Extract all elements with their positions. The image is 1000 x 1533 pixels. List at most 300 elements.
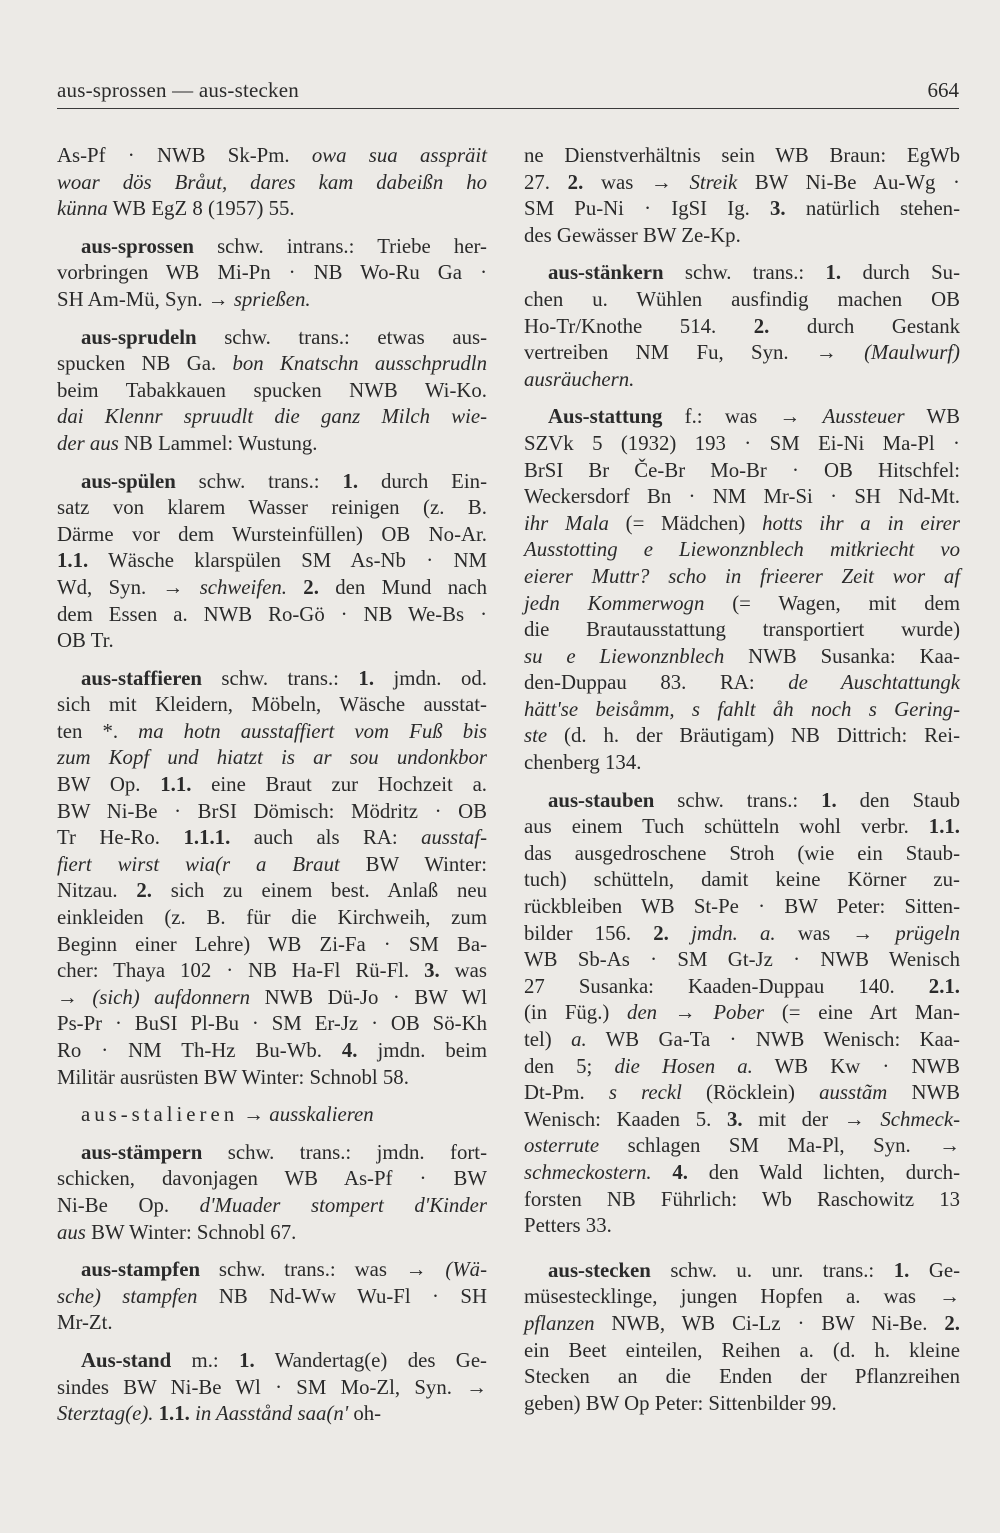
text-segment: chen u. Wühlen ausfindig machen OB [524,287,960,311]
text-segment: was → [775,921,896,945]
text-segment: (= Mädchen) [608,511,763,535]
text-line [57,1140,487,1167]
text-segment: spucken NB Ga. [57,352,233,376]
text-segment: schw. intrans.: Triebe her- [193,234,487,258]
text-segment: beim Tabakkauen spucken NWB Wi-Ko. [57,378,487,402]
text-line [57,1220,487,1247]
text-segment: ein Beet einteilen, Reihen a. (d. h. kleine [524,1338,960,1362]
text-segment: schlagen SM Ma-Pl, Syn. → [599,1134,960,1158]
text-segment: zum Kopf und hiatzt is ar sou undonkbor [57,746,487,770]
dictionary-entry [524,1258,960,1418]
text-segment: was → [583,170,690,194]
text-line [57,522,487,549]
text-segment: 2. [136,879,153,903]
text-segment: 4. [341,1039,358,1062]
left-column [57,143,487,1439]
text-line [57,985,487,1012]
text-segment: Ho-Tr/Knothe 514. [524,314,754,338]
headword: Aus-stattung [548,405,663,429]
text-line [57,628,487,655]
text-segment: (Maulwurf) [864,341,960,365]
text-segment: sindes BW Ni-Be Wl · SM Mo-Zl, Syn. → [57,1375,487,1399]
text-line [57,1102,487,1129]
text-segment: das ausgedroschene Stroh (wie ein Staub- [524,841,960,865]
text-segment: (d. h. der Bräutigam) NB Dittrich: Rei- [547,724,960,748]
text-segment: fiert wirst wia(r a Braut [57,852,340,876]
text-segment: mit der → [742,1107,881,1131]
text-segment: hotts ihr a in eirer [762,511,961,535]
dictionary-entry [57,1102,487,1129]
text-segment: Wandertag(e) des Ge- [254,1348,487,1372]
text-segment: hätt'se beisåmm, s fahlt åh noch s Gering- [524,697,960,721]
text-segment: OB Tr. [57,629,114,653]
text-segment: der aus [57,431,119,455]
text-line [57,1038,487,1065]
text-segment: tel) [524,1028,572,1051]
text-segment: sich zu einem best. Anlaß neu [152,879,487,903]
text-segment: a. [571,1028,587,1051]
text-line [524,1080,960,1107]
text-segment: Weckersdorf Bn · NM Mr-Si · SH Nd-Mt. [524,485,960,509]
text-segment: des Gewässer BW Ze-Kp. [524,223,741,247]
page-header [57,74,959,109]
headword: aus-sprossen [81,234,194,258]
text-line [524,750,960,777]
dictionary-entry [57,143,487,223]
text-segment: den-Duppau 83. RA: [524,671,789,695]
text-line [57,745,487,772]
text-segment: oh- [348,1402,382,1426]
text-segment: ausskalieren [269,1103,374,1127]
text-segment: ten *. [57,719,139,743]
text-line [524,1258,960,1285]
text-line [57,1166,487,1193]
text-segment: aus-stalieren [81,1103,239,1127]
text-segment: 1. [893,1258,910,1282]
text-segment: einkleiden (z. B. für die Kirchweih, zum [57,906,487,930]
text-line [524,1107,960,1134]
headword: aus-spülen [81,469,176,493]
text-segment: die Brautausstattung transportiert wurde) [524,618,960,642]
text-line [57,1011,487,1038]
text-segment: schw. trans.: was → [200,1258,446,1282]
text-segment: durch Gestank [769,314,960,338]
text-segment: s reckl [608,1081,682,1105]
headword: aus-staffieren [81,666,202,690]
text-segment: f.: was → [662,405,823,429]
text-segment: schweifen. [199,575,287,599]
text-segment: vorbringen WB Mi-Pn · NB Wo-Ru Ga · [57,261,487,285]
text-segment: was [439,959,487,983]
text-line [524,670,960,697]
text-line [524,1160,960,1187]
text-line [57,469,487,496]
text-segment: BrSI Br Če-Br Mo-Br · OB Hitschfel: [524,458,960,482]
text-segment: BW Winter: Schnobl 67. [85,1220,297,1244]
text-line [57,575,487,602]
text-segment: SZVk 5 (1932) 193 · SM Ei-Ni Ma-Pl · [524,431,960,455]
text-line [57,852,487,879]
text-segment: BW Winter: [339,852,487,876]
text-segment: → [57,985,93,1009]
text-segment: Nitzau. [57,879,137,903]
text-segment: woar dös Bråut, dares kam dabeißn ho [57,170,487,194]
dictionary-entry [524,143,960,249]
text-line [524,511,960,538]
text-segment: dem Essen a. NWB Ro-Gö · NB We-Bs · [57,602,487,626]
text-line [524,894,960,921]
text-line [524,367,960,394]
text-segment: Sterztag(e). [57,1402,154,1426]
text-line [524,1187,960,1214]
text-segment: 1. [358,666,375,690]
text-line [524,537,960,564]
dictionary-entry [57,234,487,314]
text-segment: Ge- [909,1258,960,1282]
text-line [57,905,487,932]
text-segment: chenberg 134. [524,751,642,775]
text-segment: SM Pu-Ni · IgSI Ig. [524,197,771,221]
text-segment: jedn Kommerwogn [524,591,705,615]
running-head: aus-sprossen — aus-stecken [57,78,299,102]
text-line [524,644,960,671]
text-line [524,196,960,223]
text-segment: Ps-Pr · BuSI Pl-Bu · SM Er-Jz · OB Sö-Kh [57,1012,487,1036]
text-segment [669,922,691,945]
text-segment: 1.1. [160,773,192,797]
text-segment: natürlich stehen- [785,197,960,221]
text-segment: 1.1.1. [183,826,231,850]
text-segment: ausstaf- [421,826,487,850]
text-segment: d'Muader stompert d'Kinder [199,1193,487,1217]
text-segment: 27 Susanka: Kaaden-Duppau 140. [524,974,929,998]
text-segment: jmdn. a. [691,921,776,945]
text-line [524,314,960,341]
text-segment: Ausstotting e Liewonznblech mitkriecht vo [524,538,960,562]
text-segment: (sich) aufdonnern [92,985,251,1009]
text-segment: Stecken an die Enden der Pflanzreihen [524,1365,960,1389]
text-segment: jmdn. beim [357,1039,487,1062]
text-segment: As-Pf · NWB Sk-Pm. [57,144,312,167]
text-segment: 2. [567,170,584,194]
text-segment: 2. [944,1311,960,1335]
text-line [57,325,487,352]
text-segment: 1. [342,469,359,493]
text-segment: tuch) schütteln, damit keine Körner zu- [524,868,960,892]
text-segment: eierer Muttr? scho in frieerer Zeit wor af [524,564,960,588]
text-segment: pflanzen [524,1311,595,1335]
text-line [57,548,487,575]
text-segment: Därme vor dem Wursteinfüllen) OB No-Ar. [57,522,487,546]
text-segment: eine Braut zur Hochzeit a. [191,773,487,797]
text-segment: BW Ni-Be · BrSI Dömisch: Mödritz · OB [57,799,487,823]
text-segment: dai Klennr spruudlt die ganz Milch wie- [57,405,487,429]
text-segment: den Staub [836,788,960,812]
text-segment: aus einem Tuch schütteln wohl verbr. [524,815,929,839]
dictionary-entry [524,404,960,776]
text-segment: schw. trans.: [663,261,826,285]
text-line [57,143,487,170]
text-segment: WB [904,405,960,429]
text-segment: den → Pober [627,1001,765,1025]
text-segment: (= Wagen, mit dem [704,591,960,615]
text-segment: (Röcklein) [681,1081,820,1105]
text-segment: (= eine Art Man- [764,1001,960,1025]
text-line [524,1338,960,1365]
text-line [524,1284,960,1311]
text-segment: den 5; [524,1054,615,1078]
text-line [524,1311,960,1338]
text-segment: Wd, Syn. → [57,575,200,599]
text-segment: rückbleiben WB St-Pe · BW Peter: Sitten- [524,895,960,919]
dictionary-entry [57,325,487,458]
text-segment: su e Liewonznblech [524,644,725,668]
text-line [57,1310,487,1337]
text-segment: schmeckostern. [524,1160,652,1184]
text-segment: Aussteuer [822,405,905,429]
text-segment [652,1161,673,1184]
text-segment: 3. [424,959,440,983]
text-segment: → [238,1103,270,1127]
text-segment: in Aasstånd saa(n' [195,1402,349,1426]
text-line [524,1364,960,1391]
headword: aus-stampfen [81,1258,201,1282]
text-segment: durch Ein- [358,469,487,493]
dictionary-entry [524,788,960,1240]
text-segment: WB EgZ 8 (1957) 55. [107,197,295,221]
text-segment: Schmeck- [880,1107,960,1131]
text-segment: ste [524,724,548,748]
text-segment: cher: Thaya 102 · NB Ha-Fl Rü-Fl. [57,959,425,983]
text-line [57,772,487,799]
text-line [57,1348,487,1375]
text-segment: prügeln [895,921,961,945]
dictionary-entry [57,1140,487,1246]
text-segment: aus [57,1220,86,1244]
dictionary-entry [524,260,960,393]
text-segment: sche) stampfen [57,1284,198,1308]
text-line [524,617,960,644]
text-line [57,602,487,629]
text-segment: 1. [821,788,837,812]
dictionary-entry [57,666,487,1092]
text-segment: bilder 156. [524,921,654,945]
text-segment: m.: [171,1348,240,1372]
text-segment: schw. trans.: etwas aus- [196,325,487,349]
text-segment: 3. [770,197,786,221]
text-segment: 1. [239,1348,255,1372]
text-segment: 1. [825,261,842,285]
dictionary-entry [57,1348,487,1428]
text-segment: 2. [653,921,669,945]
text-line [57,799,487,826]
text-segment: NWB Susanka: Kaa- [724,644,960,668]
text-segment: Ni-Be Op. [57,1193,200,1217]
text-segment: BW Ni-Be Au-Wg · [737,170,960,194]
text-segment: Ro · NM Th-Hz Bu-Wb. [57,1039,342,1062]
right-column [524,143,960,1428]
text-line [524,697,960,724]
headword: aus-stauben [548,788,655,812]
text-line [57,1375,487,1402]
text-line [57,1257,487,1284]
text-segment: 3. [726,1107,743,1131]
text-line [524,340,960,367]
text-segment: müsestecklinge, jungen Hopfen a. was → [524,1285,960,1309]
text-segment: 1.1. [158,1402,190,1426]
text-segment: ausstãm [819,1081,888,1105]
text-line [524,1133,960,1160]
text-segment: NB Nd-Ww Wu-Fl · SH [197,1284,487,1308]
headword: aus-sprudeln [81,325,197,349]
text-line [57,260,487,287]
page-number: 664 [927,78,959,102]
text-segment: Tr He-Ro. [57,826,184,850]
text-segment: schw. trans.: jmdn. fort- [202,1140,487,1164]
text-line [524,1000,960,1027]
text-line [57,404,487,431]
headword: aus-stänkern [548,261,664,285]
text-segment: ihr Mala [524,511,609,535]
text-segment: auch als RA: [230,826,422,850]
text-line [524,287,960,314]
text-line [524,564,960,591]
text-line [57,1284,487,1311]
text-segment: NWB Dü-Jo · BW Wl [250,985,488,1009]
headword: Aus-stand [81,1348,172,1372]
text-line [524,921,960,948]
text-segment: Mr-Zt. [57,1311,113,1335]
text-line [57,495,487,522]
text-segment: den Mund nach [318,575,487,599]
text-segment: NWB [887,1081,960,1105]
dictionary-entry [57,469,487,655]
text-segment: Streik [689,170,738,194]
text-segment: 1.1. [928,815,960,839]
text-segment: 27. [524,170,568,194]
text-segment: durch Su- [841,261,961,285]
text-line [524,1213,960,1240]
text-line [57,958,487,985]
text-segment: ma hotn ausstaffiert vom Fuß bis [138,719,487,743]
text-line [57,825,487,852]
text-segment: schw. trans.: [175,469,343,493]
text-line [57,878,487,905]
text-segment: WB Ga-Ta · NWB Wenisch: Kaa- [586,1028,960,1051]
text-segment: satz von klarem Wasser reinigen (z. B. [57,496,487,520]
text-segment: owa sua asspräit [311,144,487,167]
text-segment: künna [57,197,108,221]
text-segment: Militär ausrüsten BW Winter: Schnobl 58. [57,1065,409,1089]
text-segment: ne Dienstverhältnis sein WB Braun: EgWb [524,144,960,167]
text-segment: NWB, WB Ci-Lz · BW Ni-Be. [594,1311,945,1335]
text-segment: 2. [303,575,319,599]
text-segment: sprießen. [233,287,311,311]
text-line [57,692,487,719]
text-line [524,814,960,841]
text-segment: BW Op. [57,773,161,797]
text-segment: Wenisch: Kaaden 5. [524,1107,727,1131]
text-segment: (in Füg.) [524,1001,628,1025]
text-line [524,260,960,287]
text-line [524,723,960,750]
text-segment: den Wald lichten, durch- [687,1160,960,1184]
headword: aus-stecken [548,1258,651,1282]
text-line [57,719,487,746]
text-line [524,591,960,618]
text-segment: 4. [672,1160,688,1184]
text-segment: WB Kw · NWB [752,1054,960,1078]
text-line [57,170,487,197]
text-line [57,1065,487,1092]
text-line [524,484,960,511]
text-line [524,1027,960,1054]
dictionary-entry [57,1257,487,1337]
text-segment: vertreiben NM Fu, Syn. → [524,341,865,365]
text-line [524,1391,960,1418]
text-segment: Beginn einer Lehre) WB Zi-Fa · SM Ba- [57,932,487,956]
text-segment: schw. u. unr. trans.: [650,1258,894,1282]
text-segment: jmdn. od. [374,666,487,690]
text-line [524,841,960,868]
text-line [57,234,487,261]
text-line [524,458,960,485]
text-segment: 1.1. [57,549,89,573]
text-line [524,223,960,250]
text-line [57,666,487,693]
text-segment: geben) BW Op Peter: Sittenbilder 99. [524,1391,837,1415]
text-line [57,1193,487,1220]
text-line [524,947,960,974]
text-segment: (Wä- [445,1258,487,1282]
headword: aus-stämpern [81,1140,203,1164]
text-segment: Wäsche klarspülen SM As-Nb · NM [88,549,487,573]
text-segment: osterrute [524,1134,600,1158]
text-segment: schicken, davonjagen WB As-Pf · BW [57,1167,487,1191]
text-segment: forsten NB Führlich: Wb Raschowitz 13 [524,1187,960,1211]
text-segment [287,576,303,599]
text-line [57,196,487,223]
text-segment: SH Am-Mü, Syn. → [57,287,234,311]
text-segment: Dt-Pm. [524,1081,609,1105]
text-segment: 2. [753,314,770,338]
text-line [524,170,960,197]
text-line [57,932,487,959]
text-line [524,867,960,894]
text-segment: Petters 33. [524,1214,612,1238]
text-line [57,287,487,314]
text-line [524,431,960,458]
text-line [57,351,487,378]
text-line [524,404,960,431]
text-segment: 2.1. [928,974,960,998]
text-segment: schw. trans.: [654,788,822,812]
text-line [524,1054,960,1081]
text-line [524,788,960,815]
text-segment: schw. trans.: [201,666,359,690]
text-segment: NB Lammel: Wustung. [118,431,318,455]
text-line [57,1401,487,1428]
text-segment: de Auschtattungk [788,671,960,695]
text-segment: bon Knatschn ausschprudln [232,352,487,376]
text-segment: sich mit Kleidern, Möbeln, Wäsche ausstat- [57,693,487,717]
text-line [57,431,487,458]
text-line [524,143,960,170]
text-line [57,378,487,405]
text-segment: ausräuchern. [524,367,635,391]
text-line [524,974,960,1001]
text-segment: WB Sb-As · SM Gt-Jz · NWB Wenisch [524,948,960,972]
